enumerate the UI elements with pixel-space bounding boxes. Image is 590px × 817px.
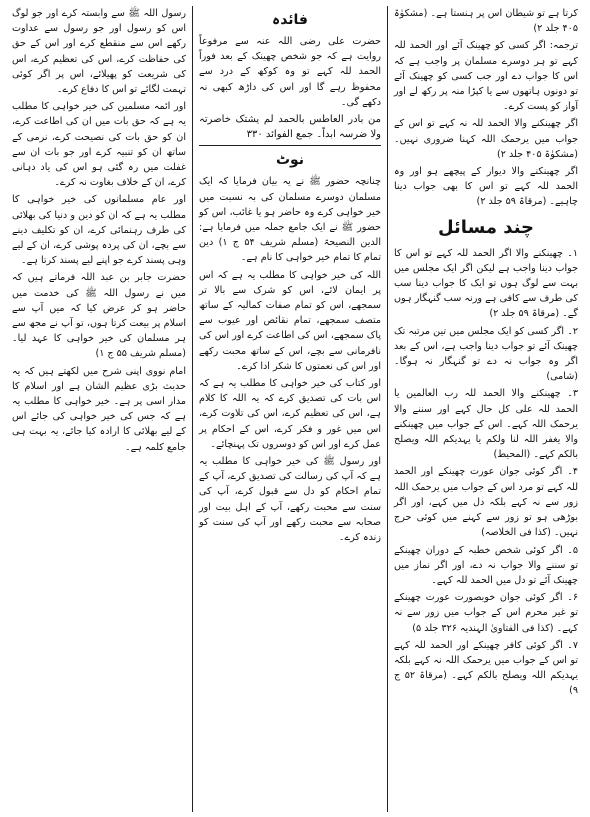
paragraph: امام نووی اپنی شرح میں لکھتے ہیں کہ یہ حدیث بڑی عظیم الشان ہے اور اسلام کا مدار اسی پر ہے۔ خیر خواہی کا مطلب یہ ہے کہ جس کی خیر خواہی کی جائے اس کے لیے بھلائی کا ارادہ کیا جائے، یہ بہت ہی جامع کلمہ ہے۔ (12, 365, 186, 453)
paragraph: اگر چھینکنے والا الحمد للہ نہ کہے تو اس کے جواب میں یرحمک اللہ کہنا ضروری نہیں۔ (مشکوٰۃ ۴۰۵ جلد ۲) (394, 118, 578, 160)
issue-item: ۷۔ اگر کوئی کافر چھینکے اور الحمد للہ کہے تو اس کے جواب میں یرحمک اللہ نہ کہے بلکہ یہدیکم اللہ ویصلح بالکم کہے۔ (مرقاۃ ۵۲ ج ۹) (394, 639, 578, 697)
paragraph: اور رسول ﷺ کی خیر خواہی کا مطلب یہ ہے کہ آپ کی رسالت کی تصدیق کرے، آپ کے تمام احکام کو دل سے قبول کرے، آپ کی سنت سے محبت رکھے، آپ کے اہل بیت اور صحابہ سے محبت رکھے اور آپ کی سنت کو زندہ کرے۔ (199, 456, 381, 544)
paragraph: اور عام مسلمانوں کی خیر خواہی کا مطلب یہ ہے کہ ان کو دین و دنیا کی بھلائی کی طرف رہنمائی کرے، ان کو تکلیف دینے سے بچے، ان کی پردہ پوشی کرے، ان کے لیے وہی پسند کرے جو اپنے لیے پسند کرتا ہے۔ (12, 194, 186, 267)
heading-faida: فائدہ (272, 12, 308, 28)
paragraph: اور کتاب کی خیر خواہی کا مطلب یہ ہے کہ اس بات کی تصدیق کرے کہ یہ اللہ کا کلام ہے، اس کی تعظیم کرے، اس کی تلاوت کرے، اس میں غور و فکر کرے، اس کے احکام پر عمل کرے اور اس کو دوسروں تک پہنچائے۔ (199, 378, 381, 450)
paragraph: اللہ کی خیر خواہی کا مطلب یہ ہے کہ اس پر ایمان لائے، اس کو شرک سے بالا تر سمجھے، اس کو تمام صفات کمالیہ کے ساتھ متصف سمجھے، تمام نقائص اور عیوب سے پاک سمجھے، اس کی اطاعت کرے اور اس کی نافرمانی سے بچے، اس کے ساتھ محبت رکھے اور اس کی نعمتوں کا شکر ادا کرے۔ (199, 269, 381, 372)
arabic-quote: من بادر العاطس بالحمد لم یشتک خاصرتہ ولا ضرسہ ابداً۔ جمع الفوائد ۳۳۰ (199, 114, 381, 141)
paragraph: چنانچہ حضور ﷺ نے یہ بیان فرمایا کہ ایک مسلمان دوسرے مسلمان کی بہ نسبت میں خیر خواہی کرے وہ حاضر ہو یا غائب، اس کو حضور ﷺ نے ایک جامع جملہ میں فرمایا ہے: الدین النصیحۃ (مسلم شریف ۵۴ ج ۱) دین تمام کا تمام خیر خواہی کا نام ہے۔ (199, 176, 382, 264)
issue-item: ۲۔ اگر کسی کو ایک مجلس میں تین مرتبہ تک چھینک آئے تو جواب دینا واجب ہے، اس کے بعد اگر وہ جواب نہ دے تو گنہگار نہ ہوگا۔ (شامی) (394, 325, 578, 383)
paragraph: حضرت جابر بن عبد اللہ فرماتے ہیں کہ میں نے رسول اللہ ﷺ کی خدمت میں حاضر ہو کر عرض کیا کہ میں آپ سے اسلام پر بیعت کرتا ہوں، تو آپ نے مجھ سے ہر مسلمان کی خیر خواہی کا عہد لیا۔ (مسلم شریف ۵۵ ج ۱) (12, 272, 186, 360)
paragraph: حضرت علی رضی اللہ عنہ سے مرفوعاً روایت ہے کہ جو شخص چھینک کے بعد فوراً الحمد للہ کہے تو وہ کوکھ کے درد سے محفوظ رہے گا اور اس کی داڑھ کبھی نہ دکھے گی۔ (199, 36, 381, 108)
issue-item: ۱۔ چھینکنے والا اگر الحمد للہ کہے تو اس کا جواب دینا واجب ہے لیکن اگر ایک مجلس میں بہت سے لوگ ہوں تو ایک کا جواب دینا سب کی طرف سے کافی ہے ورنہ سب گنہگار ہوں گے۔ (مرقاۃ ۵۹ جلد ۲) (394, 247, 578, 320)
issue-item: ۶۔ اگر کوئی جوان خوبصورت عورت چھینکے تو غیر محرم اس کے جواب میں زور سے نہ کہے۔ (کذا فی الفتاویٰ الہندیہ ۳۲۶ جلد ۵) (394, 592, 578, 634)
issue-item: ۵۔ اگر کوئی شخص خطبہ کے دوران چھینکے تو سننے والا جواب نہ دے، اور اگر نماز میں چھینک آئے تو دل میں الحمد للہ کہے۔ (394, 544, 578, 586)
paragraph: ترجمہ: اگر کسی کو چھینک آئے اور الحمد للہ کہے تو ہر دوسرے مسلمان پر واجب ہے کہ اس کا جواب دے اور جب کسی کو چھینک آئے تو دونوں ہاتھوں سے یا کپڑا منہ پر رکھ لے اور آواز کو پست کرے۔ (394, 40, 578, 113)
paragraph: رسول اللہ ﷺ سے وابستہ کرے اور جو لوگ اس کو رسول اور جو رسول سے عداوت رکھے اس سے منقطع کرے اور اس کے حق کی حفاظت کرے، اس کی تعظیم کرے، اس کی شریعت کو پھیلائے، اس پر اگر کوئی تہمت لگائے تو اس کا دفاع کرے۔ (12, 8, 186, 96)
heading-note: نوٹ (275, 152, 305, 169)
paragraph: اگر چھینکنے والا دیوار کے پیچھے ہو اور وہ الحمد للہ کہے تو اس کا بھی جواب دینا چاہیے۔ (مرقاۃ ۵۹ جلد ۲) (394, 166, 578, 208)
issue-item: ۳۔ چھینکنے والا الحمد للہ رب العالمین یا الحمد للہ علی کل حال کہے اور سننے والا یرحمک اللہ کہے۔ اس کے جواب میں چھینکنے والا یغفر اللہ لنا ولکم یا یہدیکم اللہ ویصلح بالکم کہے۔ (المحیط) (394, 388, 578, 461)
section-title: چند مسائل (437, 216, 535, 238)
issue-item: ۴۔ اگر کوئی جوان عورت چھینکے اور الحمد للہ کہے تو مرد اس کے جواب میں یرحمک اللہ زور سے نہ کہے بلکہ دل میں کہے، اور اگر بوڑھی ہو تو زور سے کہنے میں کوئی حرج نہیں۔ (کذا فی الخلاصہ) (394, 466, 578, 539)
right-column (388, 6, 584, 812)
paragraph: کرتا ہے تو شیطان اس پر ہنستا ہے۔ (مشکوٰۃ ۴۰۵ جلد ۲) (394, 8, 578, 35)
divider (199, 145, 381, 146)
left-column (6, 6, 192, 812)
middle-column (192, 6, 388, 812)
paragraph: اور ائمہ مسلمین کی خیر خواہی کا مطلب یہ ہے کہ حق بات میں ان کی اطاعت کرے، ان کو حق بات کی نصیحت کرے، نرمی کے ساتھ ان کو تنبیہ کرے اور جو بات ان سے غفلت میں رہ گئی ہو اس کی یاد دہانی کرے، ان کے خلاف بغاوت نہ کرے۔ (12, 101, 186, 189)
